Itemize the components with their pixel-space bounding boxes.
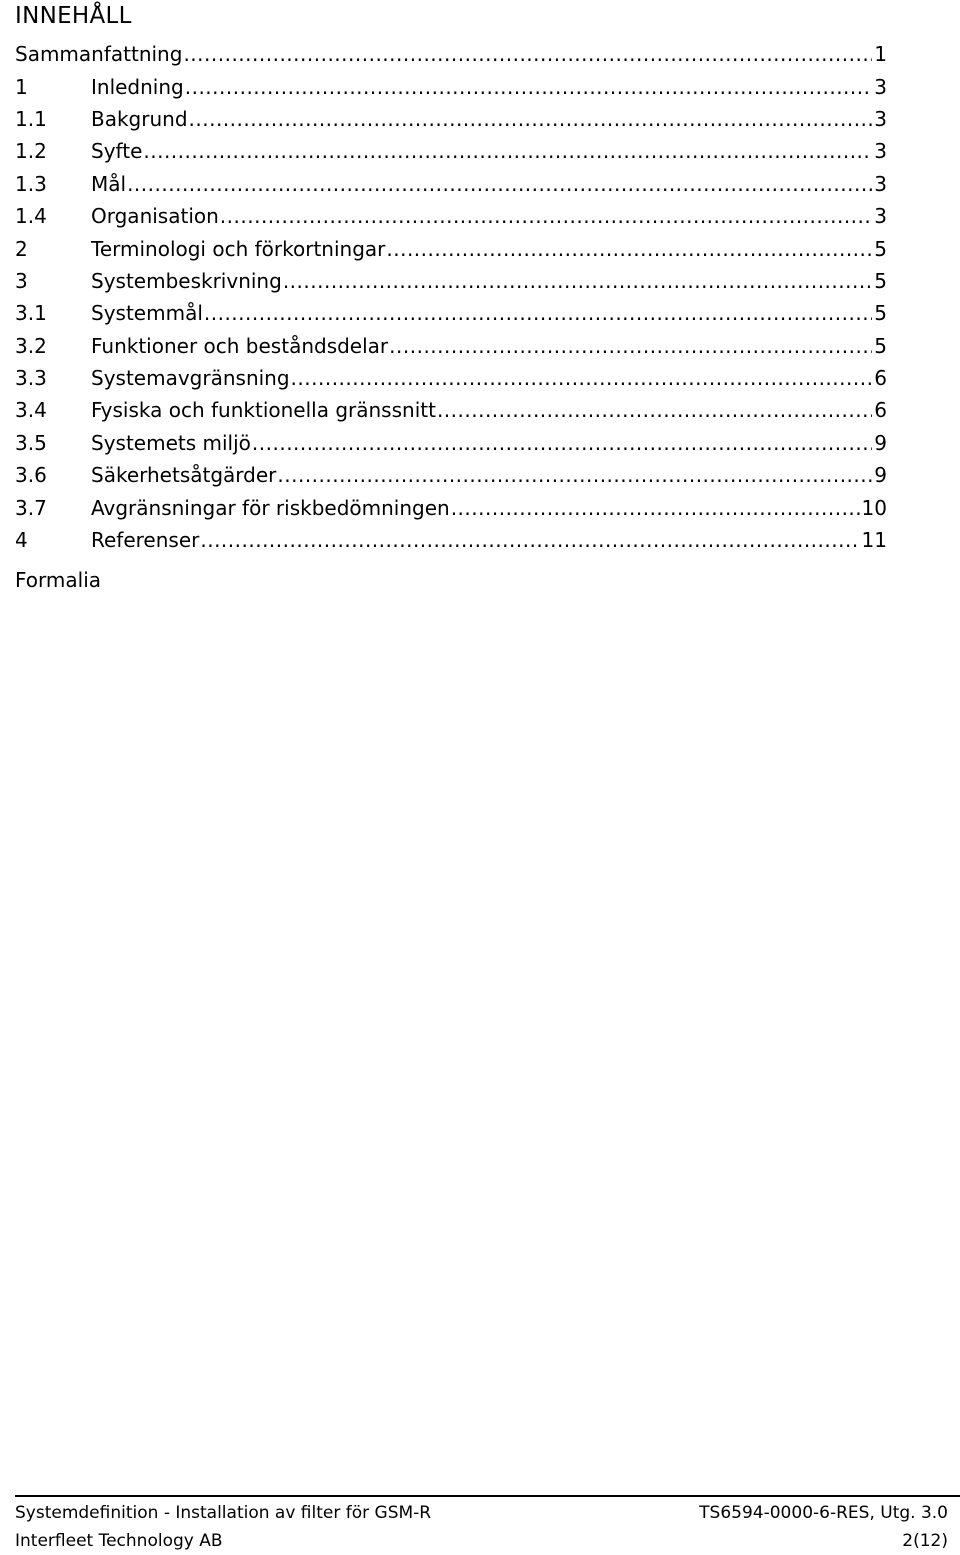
toc-entry-number: 3.5 bbox=[15, 430, 47, 455]
toc-entry-page: 9 bbox=[874, 463, 887, 488]
toc-entry-number: 1 bbox=[15, 74, 28, 99]
toc-dot-leader bbox=[389, 334, 872, 358]
toc-entry-page: 3 bbox=[874, 106, 887, 131]
footer-page-number: 2(12) bbox=[902, 1531, 948, 1551]
table-of-contents bbox=[15, 38, 887, 556]
toc-entry-title: Systembeskrivning bbox=[91, 268, 282, 293]
toc-dot-leader bbox=[283, 269, 872, 293]
toc-dot-leader bbox=[252, 431, 872, 455]
toc-entry-page: 5 bbox=[874, 236, 887, 261]
toc-dot-leader bbox=[185, 75, 873, 99]
toc-entry-number: 1.3 bbox=[15, 171, 47, 196]
toc-dot-leader bbox=[183, 42, 872, 66]
toc-entry-title: Syfte bbox=[91, 139, 143, 164]
toc-entry-number: 3 bbox=[15, 268, 28, 293]
toc-entry-page: 5 bbox=[874, 268, 887, 293]
toc-dot-leader bbox=[291, 366, 873, 390]
toc-entry-page: 6 bbox=[874, 398, 887, 423]
toc-entry-page: 5 bbox=[874, 333, 887, 358]
toc-entry[interactable] bbox=[15, 232, 887, 264]
toc-dot-leader bbox=[200, 528, 859, 552]
toc-entry[interactable] bbox=[15, 524, 887, 556]
toc-entry-title: Inledning bbox=[91, 74, 184, 99]
toc-entry[interactable] bbox=[15, 427, 887, 459]
toc-entry-title: Mål bbox=[91, 171, 127, 196]
toc-entry-page: 10 bbox=[861, 495, 887, 520]
toc-entry[interactable] bbox=[15, 362, 887, 394]
toc-entry-number: 3.7 bbox=[15, 495, 47, 520]
toc-entry-number: 3.1 bbox=[15, 301, 47, 326]
toc-entry[interactable] bbox=[15, 70, 887, 102]
page-footer bbox=[15, 1495, 960, 1551]
section-heading-formalia: Formalia bbox=[15, 568, 102, 592]
toc-dot-leader bbox=[451, 496, 860, 520]
toc-entry-number: 4 bbox=[15, 528, 28, 553]
footer-doc-id: TS6594-0000-6-RES, Utg. 3.0 bbox=[699, 1503, 948, 1523]
toc-dot-leader bbox=[437, 398, 872, 422]
toc-entry-title: Avgränsningar för riskbedömningen bbox=[91, 495, 450, 520]
toc-entry-page: 11 bbox=[861, 528, 887, 553]
toc-entry-page: 3 bbox=[874, 139, 887, 164]
toc-entry-title: Referenser bbox=[91, 528, 200, 553]
toc-entry[interactable] bbox=[15, 38, 887, 70]
footer-row-bottom bbox=[15, 1531, 960, 1551]
toc-entry-number: 1.1 bbox=[15, 106, 47, 131]
toc-dot-leader bbox=[220, 204, 872, 228]
toc-entry-number: 3.4 bbox=[15, 398, 47, 423]
toc-entry-number: 3.3 bbox=[15, 366, 47, 391]
toc-entry-title: Systemmål bbox=[91, 301, 203, 326]
toc-entry[interactable] bbox=[15, 297, 887, 329]
footer-doc-title: Systemdefinition - Installation av filter för GSM-R bbox=[15, 1503, 432, 1523]
footer-row-top bbox=[15, 1503, 960, 1523]
toc-entry-page: 1 bbox=[874, 42, 887, 67]
toc-entry-number: 1.4 bbox=[15, 204, 47, 229]
toc-entry[interactable] bbox=[15, 265, 887, 297]
toc-entry-page: 3 bbox=[874, 171, 887, 196]
toc-dot-leader bbox=[204, 301, 872, 325]
toc-entry[interactable] bbox=[15, 394, 887, 426]
toc-entry[interactable] bbox=[15, 168, 887, 200]
toc-entry-page: 3 bbox=[874, 74, 887, 99]
toc-entry-number: 1.2 bbox=[15, 139, 47, 164]
toc-entry-page: 9 bbox=[874, 430, 887, 455]
toc-entry-title: Funktioner och beståndsdelar bbox=[91, 333, 389, 358]
toc-entry[interactable] bbox=[15, 135, 887, 167]
toc-entry-number: 2 bbox=[15, 236, 28, 261]
toc-entry-title: Säkerhetsåtgärder bbox=[91, 463, 277, 488]
toc-entry[interactable] bbox=[15, 491, 887, 523]
toc-entry-title: Sammanfattning bbox=[15, 42, 183, 67]
toc-dot-leader bbox=[127, 172, 872, 196]
toc-entry-title: Bakgrund bbox=[91, 106, 188, 131]
toc-dot-leader bbox=[189, 107, 873, 131]
toc-entry[interactable] bbox=[15, 103, 887, 135]
toc-entry-title: Systemets miljö bbox=[91, 430, 251, 455]
toc-dot-leader bbox=[386, 237, 872, 261]
toc-entry-page: 6 bbox=[874, 366, 887, 391]
toc-heading: INNEHÅLL bbox=[15, 3, 132, 29]
toc-dot-leader bbox=[277, 463, 872, 487]
toc-entry[interactable] bbox=[15, 459, 887, 491]
toc-entry-number: 3.6 bbox=[15, 463, 47, 488]
toc-entry-page: 3 bbox=[874, 204, 887, 229]
toc-entry-number: 3.2 bbox=[15, 333, 47, 358]
toc-entry-page: 5 bbox=[874, 301, 887, 326]
toc-entry-title: Fysiska och funktionella gränssnitt bbox=[91, 398, 436, 423]
toc-entry-title: Systemavgränsning bbox=[91, 366, 290, 391]
toc-dot-leader bbox=[143, 139, 872, 163]
toc-entry[interactable] bbox=[15, 200, 887, 232]
footer-company: Interfleet Technology AB bbox=[15, 1531, 223, 1551]
toc-entry[interactable] bbox=[15, 330, 887, 362]
toc-entry-title: Terminologi och förkortningar bbox=[91, 236, 386, 261]
toc-entry-title: Organisation bbox=[91, 204, 219, 229]
